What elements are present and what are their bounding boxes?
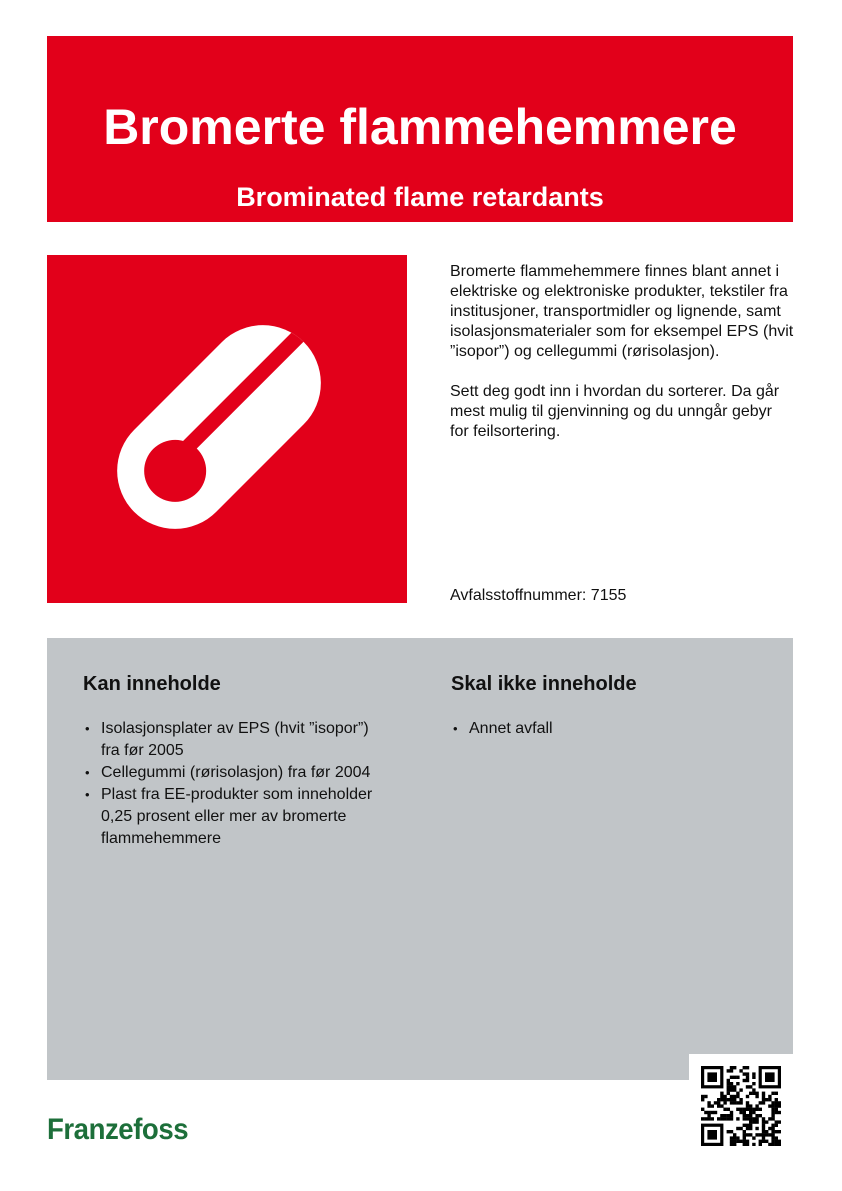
must-not-contain-list [451,718,751,740]
list-item: • Isolasjonsplater av EPS (hvit ”isopor”) fra før 2005 [83,718,383,762]
intro-text [450,262,795,462]
qr-code[interactable] [689,1054,793,1158]
list-item: • Cellegummi (rørisolasjon) fra før 2004 [83,762,383,784]
must-not-contain-heading: Skal ikke inneholde [451,673,637,695]
insulation-pipe-icon [47,255,407,603]
intro-paragraph-1: Bromerte flammehemmere finnes blant annet i elektriske og elektroniske produkter, tekstiler fra institusjoner, transportmidler og lignende, samt isolasjonsmaterialer som for eksempel EPS (hvit ”isopor”) og cellegummi (rørisolasjon). [450,263,794,360]
list-item: • Annet avfall [451,718,751,740]
page-subtitle: Brominated flame retardants [236,182,604,212]
can-contain-heading: Kan inneholde [83,673,221,695]
contents-panel [47,638,793,1080]
list-item: • Plast fra EE-produkter som inneholder 0,25 prosent eller mer av bromerte flammehemmere [83,784,383,850]
waste-number: Avfalsstoffnummer: 7155 [450,587,627,604]
qr-code-icon [701,1066,781,1146]
header-banner [47,36,793,222]
page-title: Bromerte flammehemmere [103,99,737,155]
intro-paragraph-2: Sett deg godt inn i hvordan du sorterer. Da går mest mulig til gjenvinning og du unngår gebyr for feilsortering. [450,383,780,440]
can-contain-section [83,672,383,850]
must-not-contain-section [451,672,751,740]
can-contain-list [83,718,383,850]
franzefoss-logo: Franzefoss [47,1113,189,1146]
pictogram [47,255,407,603]
